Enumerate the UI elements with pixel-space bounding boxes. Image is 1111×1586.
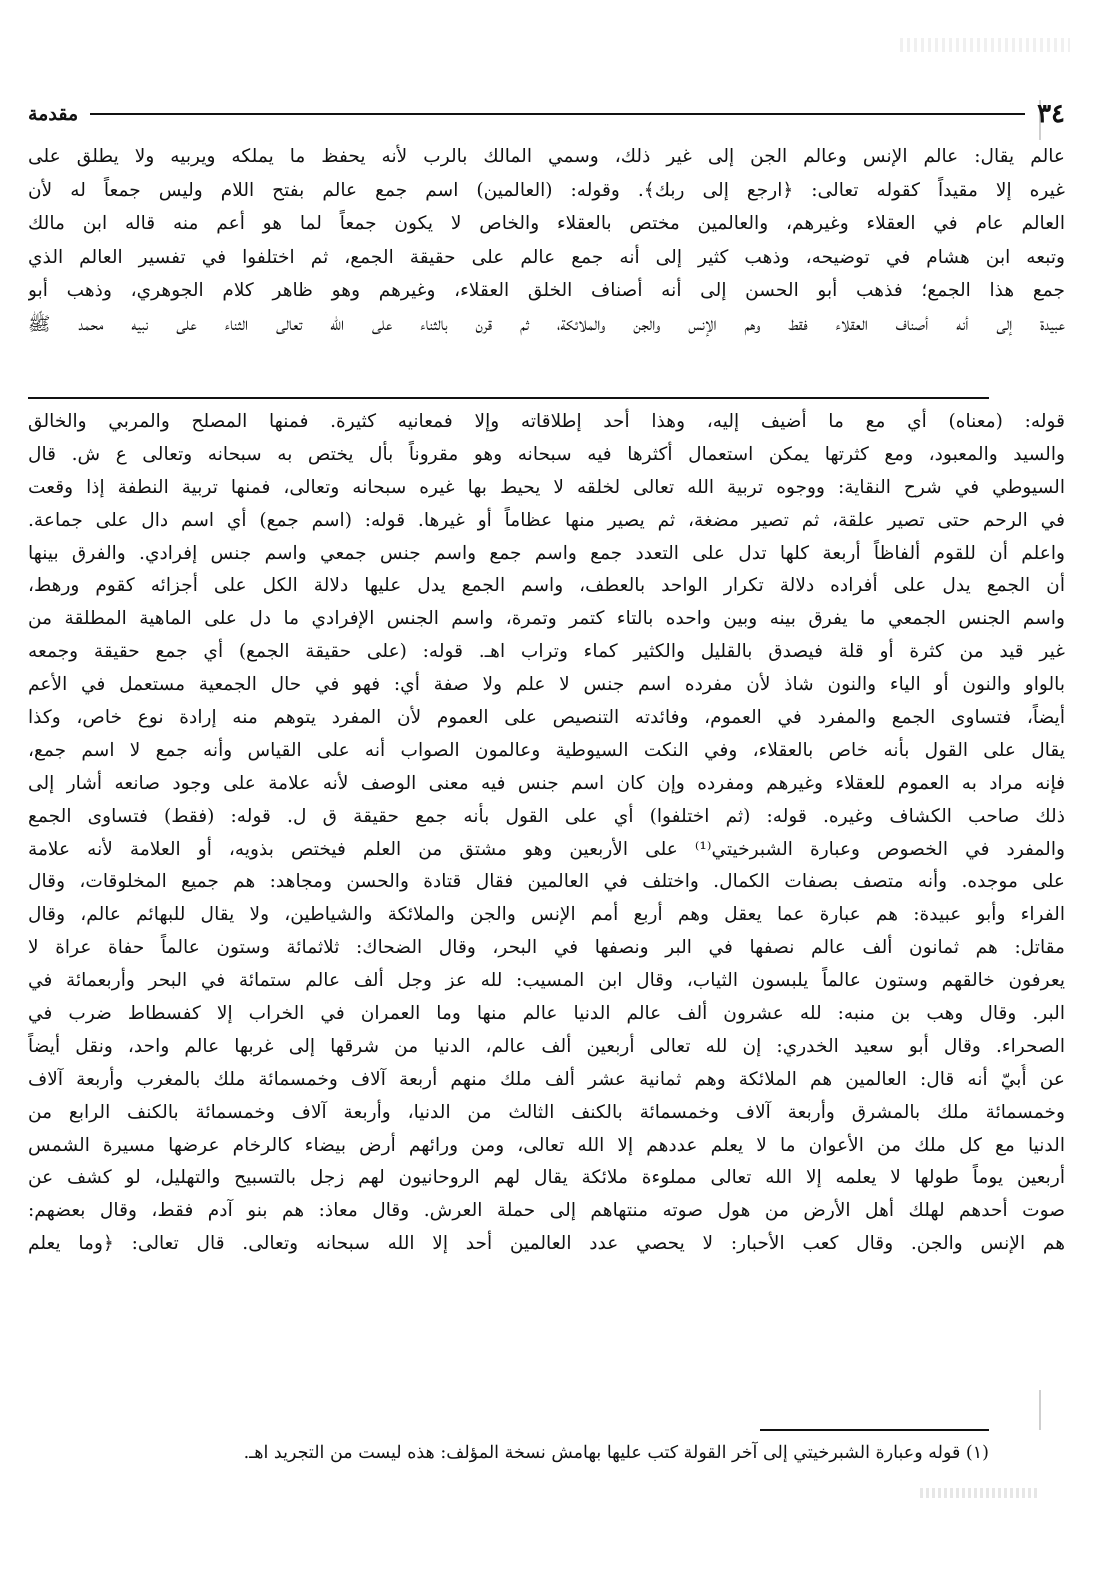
commentary-line: ذلك صاحب الكشاف وغيره. قوله: (ثم اختلفوا) أي على القول بأنه جمع حقيقة ق ل. قوله: (فقط) فتساوى الجمع — [28, 805, 1065, 827]
commentary-line: أيضاً، فتساوى الجمع والمفرد في العموم، وفائدته التنصيص على العموم لأن المفرد يتوهم منه إرادة نوع خاص، وكذا — [28, 707, 1065, 729]
commentary-line: بالواو والنون أو الياء والنون شاذ لأن مفرده اسم جنس لا علم ولا صفة أي: فهو في حال الجمعية مستعمل في الأعم — [28, 674, 1065, 696]
page-number: ٣٤ — [1037, 99, 1065, 129]
main-text-block — [28, 140, 1065, 342]
commentary-line: مقاتل: هم ثمانون ألف عالم نصفها في البر ونصفها في البحر، وقال الضحاك: ثلاثمائة وستون عالماً حفاة عراة لا — [28, 937, 1065, 959]
commentary-line: يقال على القول بأنه خاص بالعقلاء، وفي النكت السيوطية وعالمون الصواب أنه على القياس وأنه جمع لا اسم جمع، — [28, 739, 1065, 761]
commentary-line: البر. وقال وهب بن منبه: لله عشرون ألف عالم الدنيا عالم منها وما العمران في الخراب إلا كفسطاط ضرب في — [28, 1003, 1065, 1025]
commentary-line: في الرحم حتى تصير علقة، ثم تصير مضغة، ثم يصير منها عظاماً أو غيرها. قوله: (اسم جمع) أي اسم دال على جماعة. — [28, 509, 1065, 531]
commentary-line: وخمسمائة ملك بالمشرق وأربعة آلاف وخمسمائة بالكنف الثالث من الدنيا، وأربعة آلاف وخمسمائة بالكنف الرابع من — [28, 1101, 1065, 1123]
main-text-divider — [28, 397, 989, 399]
page-edge-mark — [1039, 1390, 1041, 1430]
scan-artifact-top — [900, 38, 1070, 52]
chapter-title: مقدمة — [28, 103, 79, 125]
commentary-line: الصحراء. وقال أبو سعيد الخدري: إن لله تعالى أربعين ألف عالم، الدنيا من شرقها إلى غربها عالم واحد، ونقل أيضاً — [28, 1035, 1065, 1057]
commentary-line: غير قيد من كثرة أو قلة فيصدق بالقليل والكثير كماء وتراب اهـ. قوله: (على حقيقة الجمع) أي جمع حقيقة وجمعه — [28, 641, 1065, 663]
commentary-line: السيوطي في شرح النقاية: ووجوه تربية الله تعالى لخلقه لا يحيط بها غيره سبحانه وتعالى، فمنها تربية النطفة إذا وقعت — [28, 476, 1065, 498]
running-header — [28, 96, 1065, 132]
footnote: (١) قوله وعبارة الشبرخيتي إلى آخر القولة كتب عليها بهامش نسخة المؤلف: هذه ليست من التجريد اهـ. — [243, 1443, 989, 1463]
main-text-line: عبيدة إلى أنه أصناف العقلاء فقط وهم الإنس والجن والملائكة، ثم قرن بالثناء على الله تعالى الثناء على نبيه محمد ﷺ — [28, 313, 1065, 335]
main-text-line: جمع هذا الجمع؛ فذهب أبو الحسن إلى أنه أصناف الخلق العقلاء، وغيرهم وهو ظاهر كلام الجوهري، وذهب أبو — [28, 280, 1065, 302]
commentary-line: فإنه مراد به العموم للعقلاء وغيرهم ومفرده وإن كان اسم جنس فيه معنى الوصف لأنه علامة على وجود صانعه أشار إلى — [28, 772, 1065, 794]
commentary-block — [28, 406, 1065, 1294]
commentary-line: هم الإنس والجن. وقال كعب الأحبار: لا يحصي عدد العالمين أحد إلا الله سبحانه وتعالى. قال تعالى: ﴿وما يعلم — [28, 1233, 1065, 1255]
commentary-line: على موجده. وأنه متصف بصفات الكمال. واختلف في العالمين فقال قتادة والحسن ومجاهد: هم جميع المخلوقات، وقال — [28, 871, 1065, 893]
footnote-divider — [760, 1429, 989, 1431]
commentary-line: والسيد والمعبود، ومع كثرتها يمكن استعمال أكثرها فيه سبحانه وهو مقروناً بأل يختص به سبحانه وتعالى ع ش. قال — [28, 443, 1065, 465]
commentary-line: واسم الجنس الجمعي ما يفرق بينه وبين واحده بالتاء كتمر وتمرة، واسم الجنس الإفرادي ما دل على الماهية المطلقة من — [28, 608, 1065, 630]
commentary-line: أن الجمع يدل على أفراده دلالة تكرار الواحد بالعطف، واسم الجمع يدل عليها دلالة الكل على أجزائه كقوم ورهط، — [28, 575, 1065, 597]
main-text-line: عالم يقال: عالم الإنس وعالم الجن إلى غير ذلك، وسمي المالك بالرب لأنه يحفظ ما يملكه ويربيه ولا يطلق على — [28, 146, 1065, 167]
commentary-line: واعلم أن للقوم ألفاظاً أربعة كلها تدل على التعدد جمع واسم جمع واسم جنس جمعي واسم جنس إفرادي. والفرق بينها — [28, 542, 1065, 564]
commentary-line: عن أُبيّ أنه قال: العالمين هم الملائكة وهم ثمانية عشر ألف ملك منهم أربعة آلاف وخمسمائة ملك بالمغرب وأربعة آلاف — [28, 1068, 1065, 1090]
commentary-line: صوت أحدهم لهلك أهل الأرض من هول صوته منتهاهم إلى حملة العرش. وقال معاذ: هم بنو آدم فقط، وقال بعضهم: — [28, 1200, 1065, 1222]
commentary-line — [28, 1261, 1065, 1294]
commentary-line: والمفرد في الخصوص وعبارة الشبرخيتي⁽¹⁾ على الأربعين وهو مشتق من العلم فيختص بذويه، أو العلامة لأنه علامة — [28, 838, 1065, 860]
main-text-line: العالم عام في العقلاء وغيرهم، والعالمين مختص بالعقلاء والخاص لا يكون جمعاً لما هو أعم منه قاله ابن مالك — [28, 213, 1065, 235]
commentary-line: أربعين يوماً طولها لا يعلمه إلا الله تعالى مملوءة ملائكة يقال لهم الروحانيون لهم زجل بالتسبيح والتهليل، لو كشف عن — [28, 1167, 1065, 1189]
commentary-line: الدنيا مع كل ملك من الأعوان ما لا يعلم عددهم إلا الله تعالى، ومن ورائهم أرض بيضاء كالرخام عرضها مسيرة الشمس — [28, 1134, 1065, 1156]
commentary-line: الفراء وأبو عبيدة: هم عبارة عما يعقل وهم أربع أمم الإنس والجن والملائكة والشياطين، ولا يقال للبهائم عالم، وقال — [28, 904, 1065, 926]
commentary-line: يعرفون خالقهم وستون عالماً يلبسون الثياب، وقال ابن المسيب: لله عز وجل ألف عالم ستمائة في البحر وأربعمائة في — [28, 970, 1065, 992]
main-text-line: وتبعه ابن هشام في توضيحه، وذهب كثير إلى أنه جمع عالم على حقيقة الجمع، ثم اختلفوا في تفسير العالم الذي — [28, 246, 1065, 268]
commentary-line: قوله: (معناه) أي مع ما أضيف إليه، وهذا أحد إطلاقاته وإلا فمعانيه كثيرة. فمنها المصلح والمربي والخالق — [28, 411, 1065, 432]
main-text-line: غيره إلا مقيداً كقوله تعالى: ﴿ارجع إلى ربك﴾. وقوله: (العالمين) اسم جمع عالم بفتح اللام وليس جمعاً له لأن — [28, 179, 1065, 201]
header-rule — [90, 113, 1025, 115]
scan-artifact-bottom — [920, 1488, 1040, 1498]
